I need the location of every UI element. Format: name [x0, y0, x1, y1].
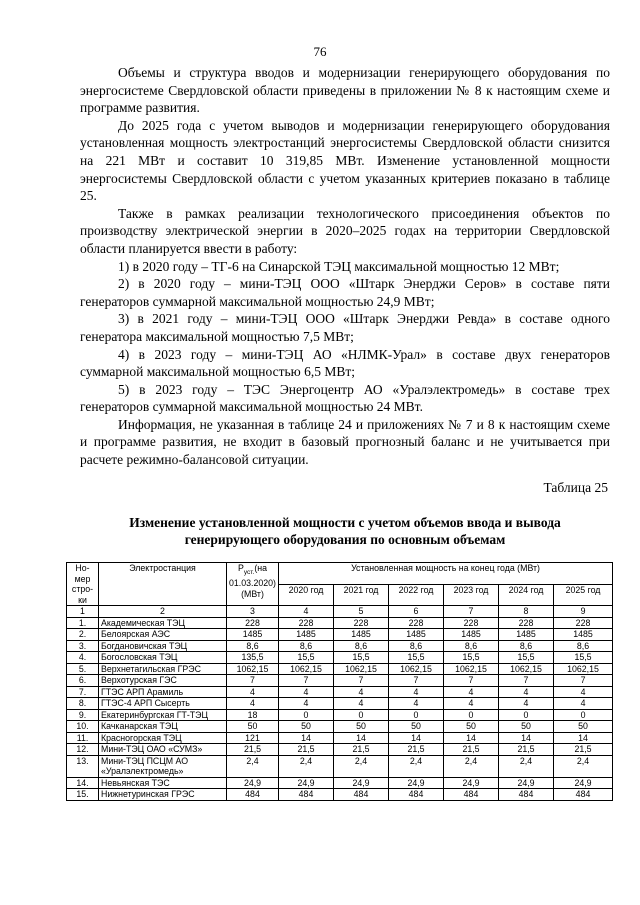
value-cell: 24,9: [227, 777, 279, 789]
value-cell: 4: [227, 698, 279, 710]
value-cell: 484: [499, 789, 554, 801]
value-cell: 228: [334, 617, 389, 629]
station-name-cell: Академическая ТЭЦ: [99, 617, 227, 629]
value-cell: 50: [444, 721, 499, 733]
table-row: [67, 709, 613, 721]
value-cell: 24,9: [499, 777, 554, 789]
value-cell: 21,5: [499, 744, 554, 756]
table-row: [67, 789, 613, 801]
station-name-cell: Екатеринбургская ГТ-ТЭЦ: [99, 709, 227, 721]
value-cell: 1062,15: [334, 663, 389, 675]
value-cell: 484: [227, 789, 279, 801]
station-name-cell: Невьянская ТЭС: [99, 777, 227, 789]
value-cell: 484: [279, 789, 334, 801]
paragraph: Также в рамках реализации технологического присоединения объектов по производству электрической энергии в 2020–2025 годах на территории Свердловской области планируется ввести в работу:: [80, 205, 610, 256]
value-cell: 14: [554, 732, 613, 744]
table-row: [67, 744, 613, 756]
value-cell: 50: [499, 721, 554, 733]
column-number: 3: [227, 606, 279, 618]
value-cell: 2,4: [444, 755, 499, 777]
value-cell: 8,6: [444, 640, 499, 652]
value-cell: 15,5: [334, 652, 389, 664]
header-year: 2022 год: [389, 584, 444, 606]
value-cell: 1485: [227, 629, 279, 641]
value-cell: 15,5: [554, 652, 613, 664]
value-cell: 8,6: [554, 640, 613, 652]
value-cell: 50: [227, 721, 279, 733]
table-row: [67, 732, 613, 744]
station-name-cell: Красногорская ТЭЦ: [99, 732, 227, 744]
value-cell: 7: [227, 675, 279, 687]
value-cell: 4: [389, 686, 444, 698]
value-cell: 7: [279, 675, 334, 687]
station-name-cell: ГТЭС-4 АРП Сысерть: [99, 698, 227, 710]
value-cell: 2,4: [227, 755, 279, 777]
value-cell: 4: [499, 686, 554, 698]
value-cell: 1062,15: [227, 663, 279, 675]
table-row: [67, 629, 613, 641]
paragraph: Объемы и структура вводов и модернизации генерирующего оборудования по энергосистеме Свердловской области приведены в приложении № 8 к настоящим схеме и программе развития.: [80, 65, 610, 116]
value-cell: 14: [279, 732, 334, 744]
table-row: [67, 652, 613, 664]
value-cell: 50: [554, 721, 613, 733]
value-cell: 21,5: [227, 744, 279, 756]
station-name-cell: Верхнетагильская ГРЭС: [99, 663, 227, 675]
value-cell: 484: [444, 789, 499, 801]
value-cell: 15,5: [444, 652, 499, 664]
value-cell: 1062,15: [444, 663, 499, 675]
value-cell: 2,4: [499, 755, 554, 777]
value-cell: 0: [499, 709, 554, 721]
value-cell: 4: [279, 698, 334, 710]
page-number: 76: [313, 44, 327, 59]
value-cell: 4: [334, 686, 389, 698]
list-item: 1) в 2020 году – ТГ-6 на Синарской ТЭЦ максимальной мощностью 12 МВт;: [118, 258, 560, 274]
value-cell: 228: [554, 617, 613, 629]
station-name-cell: Богословская ТЭЦ: [99, 652, 227, 664]
header-year: 2023 год: [444, 584, 499, 606]
list-item: 2) в 2020 году – мини-ТЭЦ ООО «Штарк Энерджи Серов» в составе пяти генераторов суммарной максимальной мощностью 24,9 МВт;: [80, 276, 610, 309]
column-number-row: [67, 606, 613, 618]
value-cell: 18: [227, 709, 279, 721]
paragraph: Информация, не указанная в таблице 24 и приложениях № 7 и 8 к настоящим схеме и программе развития, не входит в базовый прогнозный баланс и не учитывается при расчете режимно-балансовой ситуации.: [80, 416, 610, 468]
table-row: [67, 777, 613, 789]
table-row: [67, 755, 613, 777]
value-cell: 1485: [499, 629, 554, 641]
value-cell: 21,5: [389, 744, 444, 756]
value-cell: 50: [279, 721, 334, 733]
value-cell: 4: [554, 686, 613, 698]
column-number: 7: [444, 606, 499, 618]
table-header-row: [67, 563, 613, 585]
value-cell: 1485: [334, 629, 389, 641]
value-cell: 2,4: [279, 755, 334, 777]
row-number-cell: 14.: [67, 777, 99, 789]
value-cell: 15,5: [499, 652, 554, 664]
header-p-installed: $P_{уст.}(на$ 01.03.2020) (МВт): [227, 563, 279, 606]
header-year: 2025 год: [554, 584, 613, 606]
value-cell: 24,9: [334, 777, 389, 789]
table-row: [67, 675, 613, 687]
row-number-cell: 1.: [67, 617, 99, 629]
row-number-cell: 10.: [67, 721, 99, 733]
value-cell: 8,6: [334, 640, 389, 652]
column-number: 2: [99, 606, 227, 618]
row-number-cell: 8.: [67, 698, 99, 710]
table-row: [67, 640, 613, 652]
value-cell: 4: [334, 698, 389, 710]
row-number-cell: 11.: [67, 732, 99, 744]
header-row-no: Но-мер стро-ки: [67, 563, 99, 606]
value-cell: 14: [499, 732, 554, 744]
capacity-table: [66, 562, 613, 801]
station-name-cell: Мини-ТЭЦ ОАО «СУМЗ»: [99, 744, 227, 756]
value-cell: 0: [554, 709, 613, 721]
value-cell: 1485: [444, 629, 499, 641]
value-cell: 228: [389, 617, 444, 629]
value-cell: 484: [554, 789, 613, 801]
row-number-cell: 6.: [67, 675, 99, 687]
station-name-cell: Белоярская АЭС: [99, 629, 227, 641]
station-name-cell: Верхотурская ГЭС: [99, 675, 227, 687]
value-cell: 0: [279, 709, 334, 721]
table-row: [67, 663, 613, 675]
header-year: 2021 год: [334, 584, 389, 606]
value-cell: 7: [334, 675, 389, 687]
value-cell: 14: [389, 732, 444, 744]
value-cell: 7: [389, 675, 444, 687]
body-text: [80, 64, 610, 469]
value-cell: 14: [334, 732, 389, 744]
station-name-cell: Качканарская ТЭЦ: [99, 721, 227, 733]
station-name-cell: Мини-ТЭЦ ПСЦМ АО «Уралэлектромедь»: [99, 755, 227, 777]
value-cell: 8,6: [389, 640, 444, 652]
paragraph: До 2025 года с учетом выводов и модернизации генерирующего оборудования установленная мощность электростанций энергосистемы Свердловской области снизится на 221 МВт и составит 10 319,85 МВт. Изменение установленной мощности энергосистемы Свердловской области с учетом указанных критериев показано в таблице 25.: [80, 117, 610, 204]
value-cell: 50: [389, 721, 444, 733]
value-cell: 4: [279, 686, 334, 698]
value-cell: 2,4: [389, 755, 444, 777]
row-number-cell: 12.: [67, 744, 99, 756]
value-cell: 24,9: [444, 777, 499, 789]
column-number: 8: [499, 606, 554, 618]
value-cell: 24,9: [279, 777, 334, 789]
header-year: 2020 год: [279, 584, 334, 606]
table-row: [67, 721, 613, 733]
table-row: [67, 698, 613, 710]
value-cell: 4: [554, 698, 613, 710]
value-cell: 21,5: [279, 744, 334, 756]
value-cell: 24,9: [389, 777, 444, 789]
value-cell: 21,5: [444, 744, 499, 756]
value-cell: 121: [227, 732, 279, 744]
value-cell: 1062,15: [279, 663, 334, 675]
column-number: 5: [334, 606, 389, 618]
header-year: 2024 год: [499, 584, 554, 606]
value-cell: 228: [279, 617, 334, 629]
value-cell: 2,4: [554, 755, 613, 777]
value-cell: 484: [334, 789, 389, 801]
value-cell: 135,5: [227, 652, 279, 664]
header-installed: Установленная мощность на конец года (МВт): [279, 563, 613, 585]
value-cell: 8,6: [227, 640, 279, 652]
row-number-cell: 9.: [67, 709, 99, 721]
value-cell: 1062,15: [389, 663, 444, 675]
value-cell: 24,9: [554, 777, 613, 789]
station-name-cell: Богдановичская ТЭЦ: [99, 640, 227, 652]
value-cell: 8,6: [499, 640, 554, 652]
column-number: 6: [389, 606, 444, 618]
value-cell: 15,5: [389, 652, 444, 664]
column-number: 4: [279, 606, 334, 618]
value-cell: 1485: [554, 629, 613, 641]
header-station: Электростанция: [99, 563, 227, 606]
value-cell: 21,5: [334, 744, 389, 756]
station-name-cell: ГТЭС АРП Арамиль: [99, 686, 227, 698]
row-number-cell: 13.: [67, 755, 99, 777]
value-cell: 228: [227, 617, 279, 629]
row-number-cell: 5.: [67, 663, 99, 675]
row-number-cell: 3.: [67, 640, 99, 652]
table-caption: Таблица 25: [543, 480, 608, 495]
value-cell: 1485: [279, 629, 334, 641]
table-row: [67, 686, 613, 698]
value-cell: 0: [389, 709, 444, 721]
row-number-cell: 4.: [67, 652, 99, 664]
table-row: [67, 617, 613, 629]
value-cell: 50: [334, 721, 389, 733]
row-number-cell: 2.: [67, 629, 99, 641]
value-cell: 8,6: [279, 640, 334, 652]
value-cell: 14: [444, 732, 499, 744]
list-item: 4) в 2023 году – мини-ТЭЦ АО «НЛМК-Урал» в составе двух генераторов суммарной максимальной мощностью 6,5 МВт;: [80, 346, 610, 380]
station-name-cell: Нижнетуринская ГРЭС: [99, 789, 227, 801]
column-number: 9: [554, 606, 613, 618]
row-number-cell: 7.: [67, 686, 99, 698]
value-cell: 4: [444, 686, 499, 698]
value-cell: 2,4: [334, 755, 389, 777]
value-cell: 1062,15: [499, 663, 554, 675]
value-cell: 4: [444, 698, 499, 710]
row-number-cell: 15.: [67, 789, 99, 801]
value-cell: 0: [334, 709, 389, 721]
value-cell: 21,5: [554, 744, 613, 756]
value-cell: 0: [444, 709, 499, 721]
list-item: 3) в 2021 году – мини-ТЭЦ ООО «Штарк Энерджи Ревда» в составе одного генератора максимальной мощностью 7,5 МВт;: [80, 311, 610, 344]
value-cell: 4: [389, 698, 444, 710]
value-cell: 228: [499, 617, 554, 629]
table-title: Изменение установленной мощности с учетом объемов ввода и вывода генерирующего оборудования по основным объемам: [129, 515, 561, 547]
value-cell: 7: [444, 675, 499, 687]
value-cell: 7: [554, 675, 613, 687]
value-cell: 15,5: [279, 652, 334, 664]
value-cell: 484: [389, 789, 444, 801]
value-cell: 4: [499, 698, 554, 710]
value-cell: 1485: [389, 629, 444, 641]
value-cell: 1062,15: [554, 663, 613, 675]
value-cell: 4: [227, 686, 279, 698]
value-cell: 7: [499, 675, 554, 687]
column-number: 1: [67, 606, 99, 618]
list-item: 5) в 2023 году – ТЭС Энергоцентр АО «Уралэлектромедь» в составе трех генераторов суммарной максимальной мощностью 24 МВт.: [80, 381, 610, 415]
value-cell: 228: [444, 617, 499, 629]
